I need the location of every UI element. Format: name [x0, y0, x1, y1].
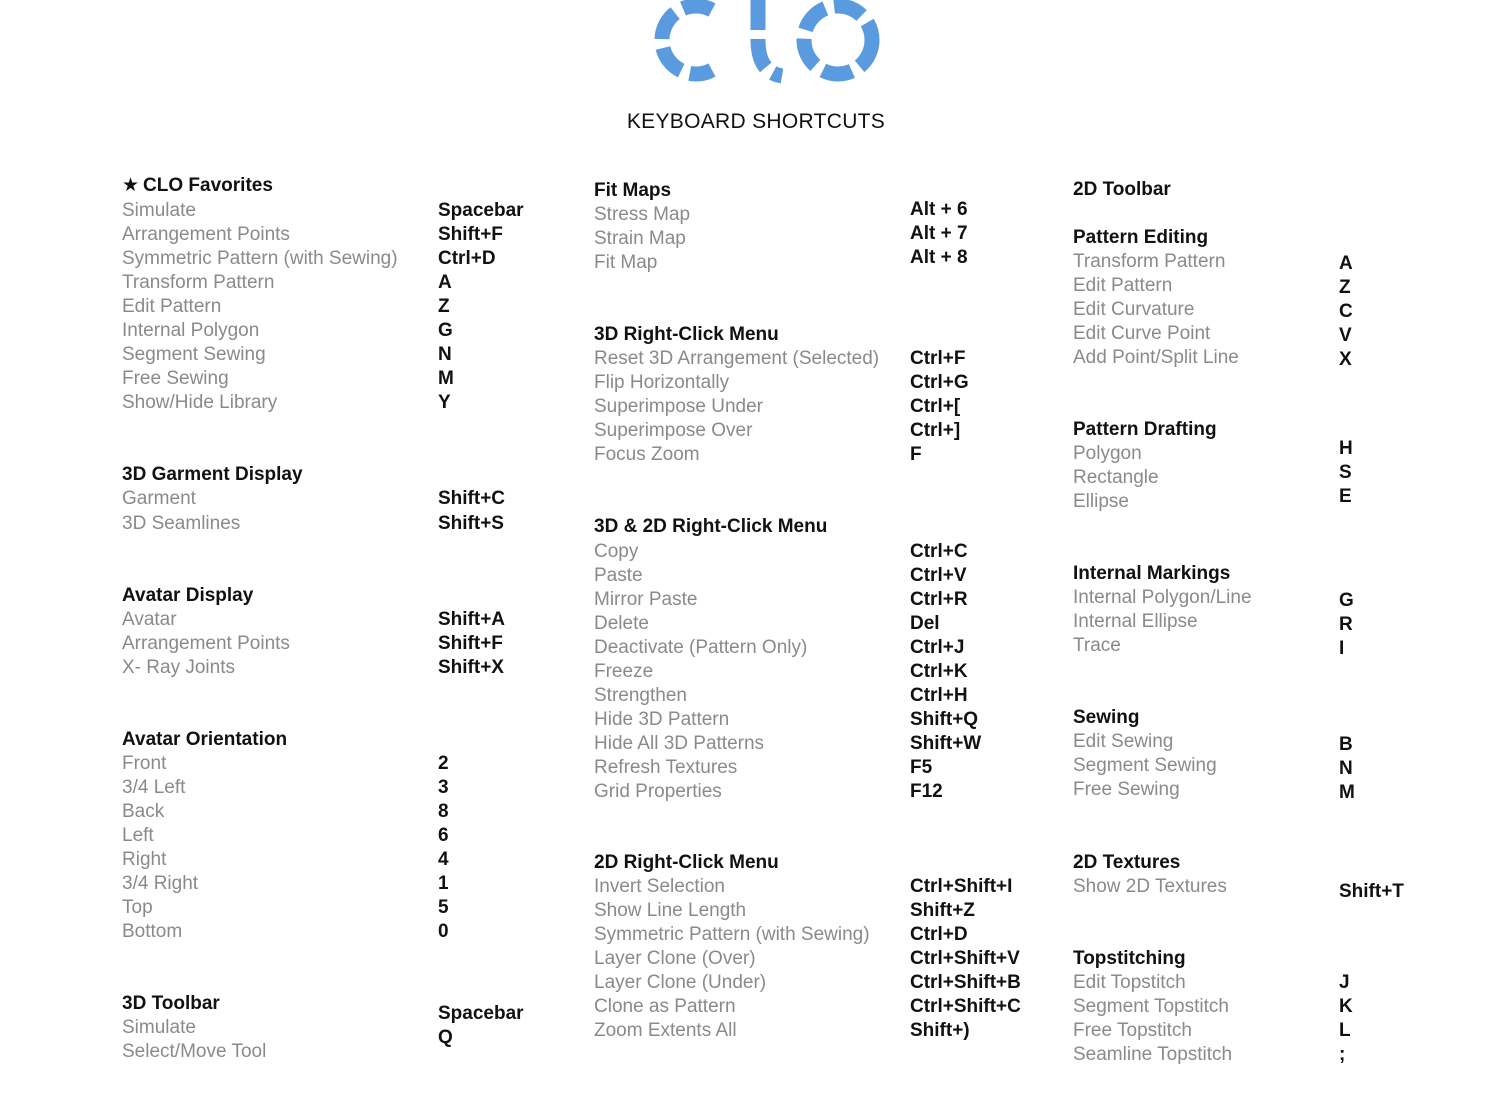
- shortcut-key: Shift+Z: [910, 900, 975, 921]
- shortcut-label: Ellipse: [1073, 491, 1129, 512]
- shortcut-key: 5: [438, 897, 449, 918]
- shortcut-key: Ctrl+V: [910, 565, 967, 586]
- shortcut-label: Front: [122, 753, 167, 774]
- shortcut-label: Right: [122, 849, 167, 870]
- shortcut-key: Ctrl+H: [910, 685, 968, 706]
- shortcut-key: 4: [438, 849, 449, 870]
- shortcut-label: Internal Ellipse: [1073, 611, 1198, 632]
- shortcut-label: Edit Curve Point: [1073, 323, 1211, 344]
- shortcut-label: Internal Polygon: [122, 320, 260, 341]
- section-title: 3D Toolbar: [122, 993, 220, 1014]
- shortcut-key: Alt + 8: [910, 247, 968, 268]
- shortcut-key: Shift+C: [438, 488, 506, 509]
- shortcut-label: Layer Clone (Under): [594, 972, 767, 993]
- shortcut-key: G: [1339, 590, 1354, 611]
- shortcut-label: Bottom: [122, 921, 183, 942]
- shortcut-label: Internal Polygon/Line: [1073, 587, 1252, 608]
- shortcut-label: Invert Selection: [594, 876, 725, 897]
- section-title: Avatar Display: [122, 585, 254, 606]
- shortcut-key: Shift+S: [438, 513, 504, 534]
- shortcut-key: F: [910, 444, 922, 465]
- shortcut-label: Show Line Length: [594, 900, 747, 921]
- section-title: 3D Garment Display: [122, 464, 303, 485]
- shortcut-key: G: [438, 320, 453, 341]
- shortcut-label: Layer Clone (Over): [594, 948, 756, 969]
- shortcut-key: Ctrl+G: [910, 372, 969, 393]
- shortcut-label: Copy: [594, 541, 639, 562]
- shortcut-key: Shift+T: [1339, 881, 1404, 902]
- shortcut-label: Delete: [594, 613, 649, 634]
- shortcut-key: M: [1339, 782, 1355, 803]
- section-title: 3D & 2D Right-Click Menu: [594, 516, 828, 537]
- section-title: Avatar Orientation: [122, 729, 288, 750]
- shortcut-label: Simulate: [122, 200, 196, 221]
- shortcut-label: Segment Topstitch: [1073, 996, 1229, 1017]
- shortcut-key: Ctrl+Shift+I: [910, 876, 1013, 897]
- shortcut-label: Polygon: [1073, 443, 1142, 464]
- shortcut-key: Q: [438, 1027, 453, 1048]
- shortcut-key: 1: [438, 873, 449, 894]
- shortcut-label: Trace: [1073, 635, 1121, 656]
- shortcut-key: 6: [438, 825, 449, 846]
- shortcut-key: A: [1339, 253, 1353, 274]
- shortcut-key: F12: [910, 781, 943, 802]
- shortcut-label: Zoom Extents All: [594, 1020, 737, 1041]
- shortcut-label: Stress Map: [594, 204, 691, 225]
- shortcut-key: K: [1339, 996, 1353, 1017]
- section-title: Topstitching: [1073, 948, 1186, 969]
- shortcut-label: Show/Hide Library: [122, 392, 278, 413]
- shortcut-key: Spacebar: [438, 1003, 524, 1024]
- shortcut-label: Add Point/Split Line: [1073, 347, 1239, 368]
- shortcut-label: Seamline Topstitch: [1073, 1044, 1233, 1065]
- shortcut-key: J: [1339, 972, 1350, 993]
- shortcut-key: N: [438, 344, 452, 365]
- shortcut-key: Ctrl+J: [910, 637, 965, 658]
- shortcut-label: Back: [122, 801, 165, 822]
- shortcut-label: Refresh Textures: [594, 757, 738, 778]
- shortcut-label: Free Sewing: [1073, 779, 1180, 800]
- shortcut-key: 2: [438, 753, 449, 774]
- section-title: Internal Markings: [1073, 563, 1231, 584]
- shortcut-key: Spacebar: [438, 200, 524, 221]
- shortcut-label: 3D Seamlines: [122, 513, 241, 534]
- shortcut-key: Z: [1339, 277, 1351, 298]
- section-title: 2D Toolbar: [1073, 179, 1171, 200]
- shortcut-label: Arrangement Points: [122, 224, 290, 245]
- shortcut-label: Edit Sewing: [1073, 731, 1174, 752]
- shortcut-key: Ctrl+[: [910, 396, 961, 417]
- shortcut-label: Mirror Paste: [594, 589, 698, 610]
- shortcut-label: 3/4 Left: [122, 777, 186, 798]
- shortcut-label: Free Topstitch: [1073, 1020, 1192, 1041]
- shortcut-label: Fit Map: [594, 252, 658, 273]
- shortcut-key: M: [438, 368, 454, 389]
- section-title: Sewing: [1073, 707, 1140, 728]
- document-title: KEYBOARD SHORTCUTS: [626, 110, 886, 133]
- shortcut-label: Flip Horizontally: [594, 372, 730, 393]
- shortcut-key: Ctrl+Shift+C: [910, 996, 1021, 1017]
- shortcut-label: Freeze: [594, 661, 654, 682]
- shortcut-label: Deactivate (Pattern Only): [594, 637, 808, 658]
- shortcut-key: Ctrl+F: [910, 348, 966, 369]
- shortcut-key: L: [1339, 1020, 1351, 1041]
- shortcut-key: Ctrl+]: [910, 420, 961, 441]
- shortcut-label: Focus Zoom: [594, 444, 700, 465]
- shortcut-key: Alt + 7: [910, 223, 968, 244]
- shortcut-key: Ctrl+C: [910, 541, 968, 562]
- shortcut-label: Reset 3D Arrangement (Selected): [594, 348, 880, 369]
- shortcut-key: Ctrl+R: [910, 589, 968, 610]
- shortcut-label: X- Ray Joints: [122, 657, 235, 678]
- shortcut-key: Ctrl+K: [910, 661, 968, 682]
- shortcut-key: Ctrl+Shift+V: [910, 948, 1020, 969]
- shortcut-key: Shift+F: [438, 633, 503, 654]
- shortcut-key: E: [1339, 486, 1352, 507]
- shortcut-key: N: [1339, 758, 1353, 779]
- shortcut-key: Ctrl+Shift+B: [910, 972, 1021, 993]
- shortcut-key: C: [1339, 301, 1353, 322]
- shortcut-key: Del: [910, 613, 940, 634]
- shortcut-label: Edit Pattern: [122, 296, 222, 317]
- shortcut-key: H: [1339, 438, 1353, 459]
- clo-logo: [640, 0, 890, 88]
- shortcut-label: Transform Pattern: [1073, 251, 1226, 272]
- shortcut-key: A: [438, 272, 452, 293]
- shortcut-label: Grid Properties: [594, 781, 722, 802]
- shortcut-label: Garment: [122, 488, 196, 509]
- shortcut-label: Hide All 3D Patterns: [594, 733, 765, 754]
- shortcut-key: I: [1339, 638, 1345, 659]
- shortcut-key: Shift+A: [438, 609, 506, 630]
- shortcut-label: Segment Sewing: [1073, 755, 1217, 776]
- shortcut-label: Edit Topstitch: [1073, 972, 1186, 993]
- section-title: Pattern Drafting: [1073, 419, 1217, 440]
- shortcut-label: Symmetric Pattern (with Sewing): [594, 924, 870, 945]
- shortcut-label: Transform Pattern: [122, 272, 275, 293]
- shortcut-label: Edit Curvature: [1073, 299, 1195, 320]
- shortcut-key: Alt + 6: [910, 199, 968, 220]
- shortcut-label: Simulate: [122, 1017, 196, 1038]
- shortcut-key: F5: [910, 757, 933, 778]
- shortcut-label: Clone as Pattern: [594, 996, 736, 1017]
- shortcut-label: Segment Sewing: [122, 344, 266, 365]
- shortcut-key: 8: [438, 801, 449, 822]
- section-title: 2D Textures: [1073, 852, 1181, 873]
- shortcut-label: Top: [122, 897, 153, 918]
- shortcut-label: Superimpose Over: [594, 420, 753, 441]
- star-icon: ★: [122, 175, 140, 196]
- section-title: 2D Right-Click Menu: [594, 852, 779, 873]
- shortcut-label: Arrangement Points: [122, 633, 290, 654]
- shortcut-key: V: [1339, 325, 1352, 346]
- shortcut-key: Shift+Q: [910, 709, 979, 730]
- shortcut-label: Hide 3D Pattern: [594, 709, 730, 730]
- shortcut-key: Ctrl+D: [910, 924, 968, 945]
- shortcut-label: Rectangle: [1073, 467, 1159, 488]
- shortcut-key: Shift+F: [438, 224, 503, 245]
- shortcut-key: S: [1339, 462, 1352, 483]
- shortcut-key: R: [1339, 614, 1353, 635]
- shortcut-label: Edit Pattern: [1073, 275, 1173, 296]
- shortcut-key: 0: [438, 921, 449, 942]
- shortcut-label: Superimpose Under: [594, 396, 763, 417]
- shortcut-key: 3: [438, 777, 449, 798]
- shortcut-key: Z: [438, 296, 450, 317]
- shortcut-label: Paste: [594, 565, 643, 586]
- shortcut-label: 3/4 Right: [122, 873, 199, 894]
- section-title: 3D Right-Click Menu: [594, 324, 779, 345]
- shortcut-label: Strain Map: [594, 228, 686, 249]
- section-title: Fit Maps: [594, 180, 672, 201]
- shortcut-key: B: [1339, 734, 1353, 755]
- shortcut-label: Avatar: [122, 609, 177, 630]
- shortcut-label: Show 2D Textures: [1073, 876, 1227, 897]
- shortcut-label: Left: [122, 825, 154, 846]
- shortcut-label: Strengthen: [594, 685, 687, 706]
- shortcut-key: Shift+W: [910, 733, 982, 754]
- shortcut-key: Shift+X: [438, 657, 504, 678]
- shortcut-key: Y: [438, 392, 451, 413]
- section-title: CLO Favorites: [143, 175, 273, 196]
- shortcut-label: Free Sewing: [122, 368, 229, 389]
- shortcut-key: Shift+): [910, 1020, 970, 1041]
- shortcut-label: Symmetric Pattern (with Sewing): [122, 248, 398, 269]
- section-title: Pattern Editing: [1073, 227, 1209, 248]
- shortcut-label: Select/Move Tool: [122, 1041, 267, 1062]
- shortcut-key: ;: [1339, 1044, 1346, 1065]
- shortcut-key: Ctrl+D: [438, 248, 496, 269]
- shortcut-key: X: [1339, 349, 1352, 370]
